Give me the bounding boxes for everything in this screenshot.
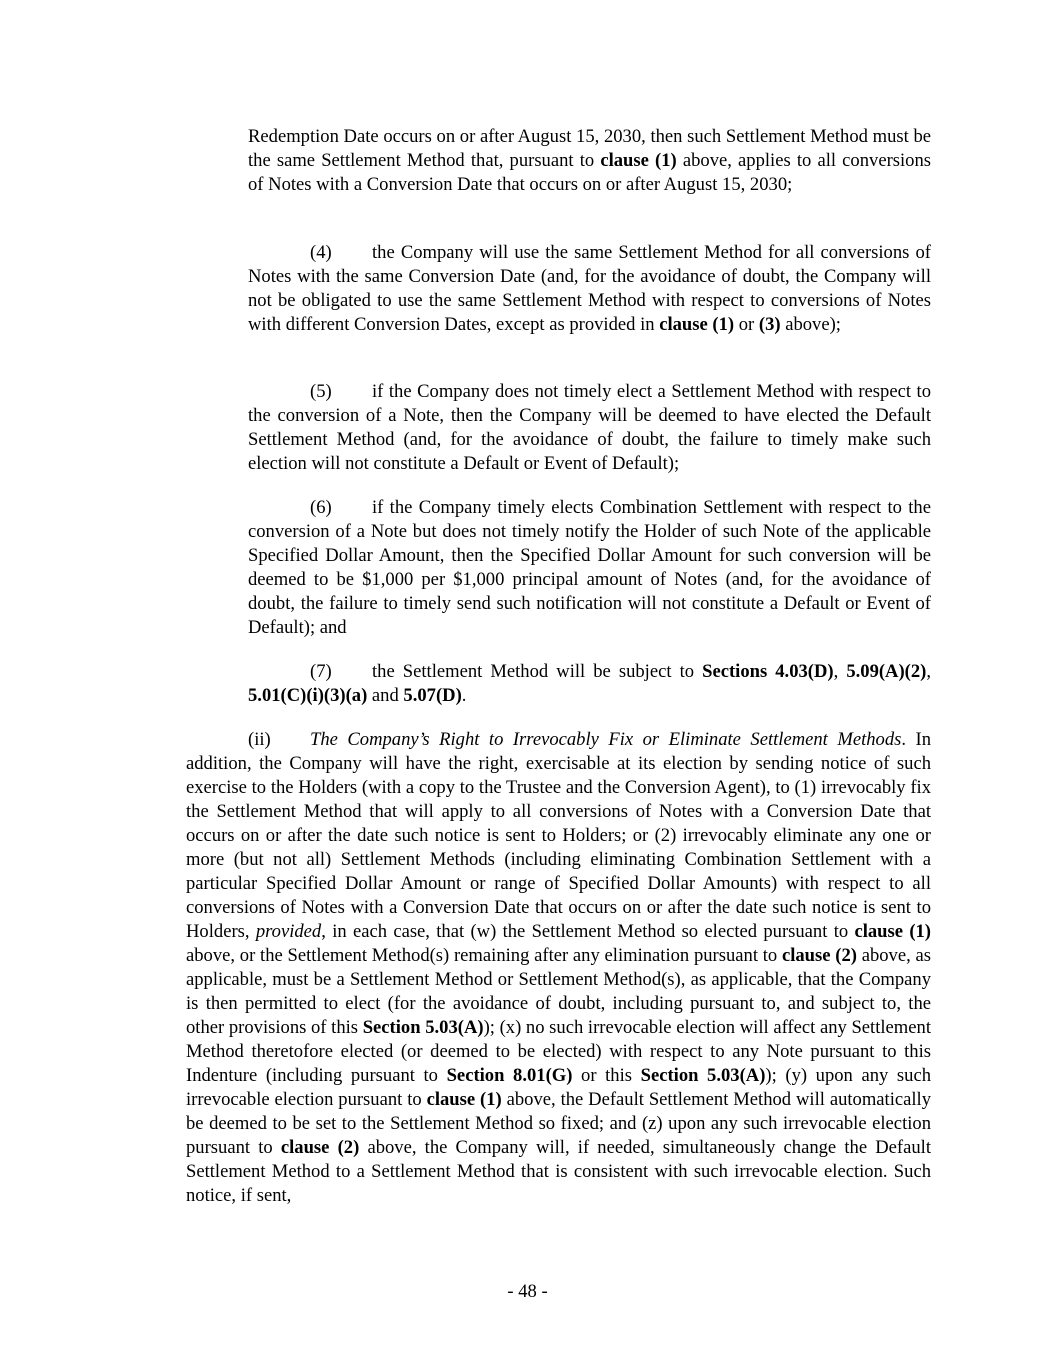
clause-number: (5): [310, 381, 332, 402]
section-heading: The Company’s Right to Irrevocably Fix or Eliminate Settlement Methods: [310, 729, 902, 750]
clause-item-7: (7) the Settlement Method will be subject to Sections 4.03(D), 5.09(A)(2), 5.01(C)(i)(3)(a) and 5.07(D).: [248, 661, 932, 706]
clause-item-6: (6) if the Company timely elects Combination Settlement with respect to the conversion of a Note but does not timely notify the Holder of such Note of the applicable Specified Dollar Amount, then the Specified Dollar Amount for such conversion will be deemed to be $1,000 per $1,000 principal amount of Notes (and, for the avoidance of doubt, the failure to timely send such notification will not constitute a Default or Event of Default); and: [248, 497, 931, 638]
page-number: - 48 -: [507, 1281, 548, 1302]
clause-item-5: (5) if the Company does not timely elect a Settlement Method with respect to the conversion of a Note, then the Company will be deemed to have elected the Default Settlement Method (and, for the avoidance of doubt, the failure to timely make such election will not constitute a Default or Event of Default);: [248, 381, 931, 474]
section-ii-paragraph: (ii) The Company’s Right to Irrevocably Fix or Eliminate Settlement Methods. In addition, the Company will have the right, exercisable at its election by sending notice of such exercise to the Holders (with a copy to the Trustee and the Conversion Agent), to (1) irrevocably fix the Settlement Method that will apply to all conversions of Notes with a Conversion Date that occurs on or after the date such notice is sent to Holders; or (2) irrevocably eliminate any one or more (but not all) Settlement Methods (including eliminating Combination Settlement with a particular Specified Dollar Amount or range of Specified Dollar Amounts) with respect to all conversions of Notes with a Conversion Date that occurs on or after the date such notice is sent to Holders, provided, in each case, that (w) the Settlement Method so elected pursuant to clause (1) above, or the Settlement Method(s) remaining after any elimination pursuant to clause (2) above, as applicable, must be a Settlement Method or Settlement Method(s), as applicable, that the Company is then permitted to elect (for the avoidance of doubt, including pursuant to, and subject to, the other provisions of this Section 5.03(A)); (x) no such irrevocable election will affect any Settlement Method theretofore elected (or deemed to be elected) with respect to any Note pursuant to this Indenture (including pursuant to Section 8.01(G) or this Section 5.03(A)); (y) upon any such irrevocable election pursuant to clause (1) above, the Default Settlement Method will automatically be deemed to be set to the Settlement Method so fixed; and (z) upon any such irrevocable election pursuant to clause (2) above, the Company will, if needed, simultaneously change the Default Settlement Method to a Settlement Method that is consistent with such irrevocable election. Such notice, if sent,: [186, 729, 932, 1206]
clause-item-4: (4) the Company will use the same Settlement Method for all conversions of Notes with the same Conversion Date (and, for the avoidance of doubt, the Company will not be obligated to use the same Settlement Method with respect to conversions of Notes with different Conversion Dates, except as provided in clause (1) or (3) above);: [248, 242, 931, 335]
clause-number: (6): [310, 497, 332, 518]
section-number: (ii): [248, 729, 271, 750]
paragraph-continuation: Redemption Date occurs on or after August 15, 2030, then such Settlement Method must be the same Settlement Method that, pursuant to clause (1) above, applies to all conversions of Notes with a Conversion Date that occurs on or after August 15, 2030;: [248, 126, 932, 195]
clause-number: (7): [310, 661, 332, 682]
clause-number: (4): [310, 242, 332, 263]
